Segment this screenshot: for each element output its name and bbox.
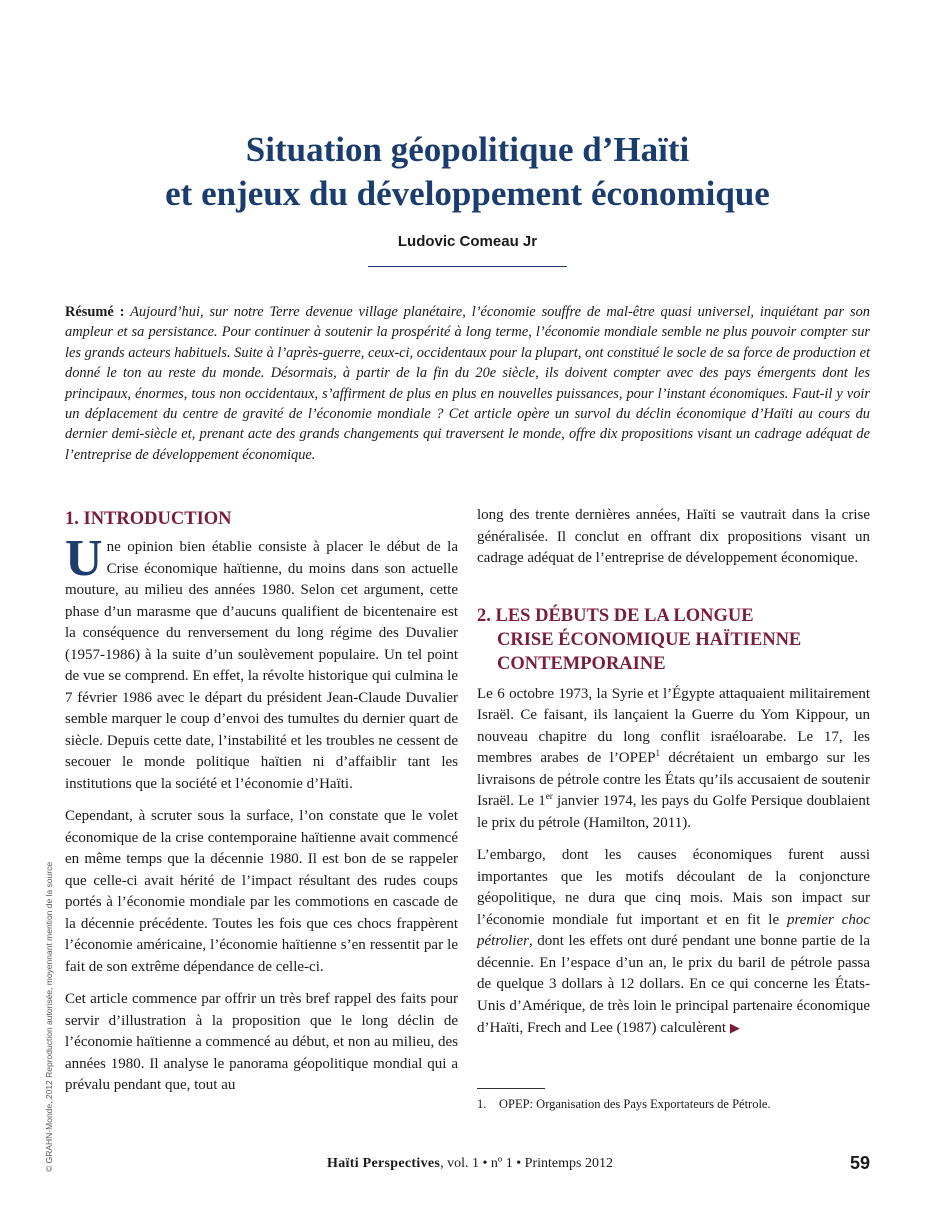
article-title — [60, 128, 875, 216]
title-line-2: et enjeux du développement économique — [165, 174, 770, 213]
footnote-number: 1. — [477, 1097, 487, 1111]
section-2-p2-part-a: L’embargo, dont les causes économiques furent aussi importantes que les motifs découlant de la conjoncture géopolitique, ne dura que cinq mois. Mais son impact sur l’économie mondiale fut important et en fit le — [477, 847, 870, 928]
abstract-label: Résumé : — [65, 304, 125, 320]
footnote — [477, 1096, 870, 1112]
section-2-paragraph-1 — [477, 684, 870, 835]
page-number: 59 — [849, 1153, 870, 1173]
section-2-p1-part-c: janvier 1974, les pays du Golfe Persique doublaient le prix du pétrole (Hamilton, 2011). — [477, 793, 870, 831]
section-2-heading-line-1: 2. LES DÉBUTS DE LA LONGUE — [477, 605, 754, 626]
section-1-paragraph-3-continued: long des trente dernières années, Haïti se vautrait dans la crise généralisée. Il conclut en offrant dix propositions visant un cadrage adéquat de l’entreprise de développement économique. — [477, 507, 870, 566]
section-1-paragraph-1-text: ne opinion bien établie consiste à placer le début de la Crise économique haïtienne, du moins dans son actuelle mouture, au milieu des années 1980. Selon cet argument, cette phase d’un marasme que d’aucuns qualifient de bicentenaire est la conséquence du renversement du long régime des Duvalier (1957-1986) à la suite d’un soulèvement populaire. Un tel point de vue se comprend. En effet, la révolte historique qui culmina le 7 février 1986 avec le départ du président Jean-Claude Duvalier semble marquer le coup d’envoi des tumultes du dernier quart de siècle. Depuis cette date, l’instabilité et les troubles ne cessent de secouer le monde politique haïtien ni d’affaiblir tant les institutions que la société et l’économie d’Haïti. — [65, 539, 458, 792]
abstract — [65, 302, 870, 465]
footnote-text: OPEP: Organisation des Pays Exportateurs de Pétrole. — [499, 1097, 771, 1111]
continue-arrow-icon: ▶ — [729, 1020, 740, 1035]
author-name: Ludovic Comeau Jr — [397, 233, 538, 250]
section-2-p1-part-a: Le 6 octobre 1973, la Syrie et l’Égypte attaquaient militairement Israël. Ce faisant, ils lançaient la Guerre du Yom Kippour, un nouveau chapitre du long conflit israéloarabe. Le 17, les membres arabes de l’OPEP — [477, 685, 870, 766]
footer-journal-info — [260, 1156, 680, 1172]
section-1-heading: 1. INTRODUCTION — [65, 509, 232, 529]
section-2-p2-part-b: , dont les effets ont duré pendant une bonne partie de la décennie. En l’espace d’un an, le prix du baril de pétrole passa de quelque 3 dollars à 12 dollars. En ce qui concerne les États-Unis d’Amérique, de très loin le principal partenaire économique d’Haïti, Frech and Lee (1987) calculèrent — [477, 933, 870, 1036]
title-line-1: Situation géopolitique d’Haïti — [245, 130, 690, 169]
superscript-er: er — [545, 791, 553, 801]
drop-cap: U — [65, 530, 103, 587]
section-1-paragraph-3: Cet article commence par offrir un très bref rappel des faits pour servir d’illustration à la proposition que le long déclin de l’économie haïtienne a commencé au début, et non au milieu, des années 1980. Il analyse le panorama géopolitique mondial qui a prévalu pendant que, tout au — [65, 991, 458, 1093]
journal-name: Haïti Perspectives — [327, 1156, 441, 1171]
journal-details: , vol. 1 • nº 1 • Printemps 2012 — [440, 1156, 613, 1171]
footnote-divider — [477, 1088, 545, 1089]
abstract-text: Aujourd’hui, sur notre Terre devenue village planétaire, l’économie souffre de mal-être quasi universel, inquiétant par son ampleur et sa persistance. Pour continuer à soutenir la prospérité à long terme, l’économie mondiale semble ne plus pouvoir compter sur les grands acteurs habituels. Suite à l’après-guerre, ceux-ci, occidentaux pour la plupart, ont constitué le socle de sa force de production et donné le ton au reste du monde. Désormais, à partir de la fin du 20e siècle, ils doivent compter avec des pays émergents dont les principaux, énormes, tous non occidentaux, s’affirment de plus en plus en nouvelles puissances, pour l’instant économiques. Faut-il y voir un déplacement du centre de gravité de l’économie mondiale ? Cet article opère un survol du déclin économique d’Haïti au cours du dernier demi-siècle et, prenant acte des grands changements qui traversent le monde, offre dix propositions visant un cadrage adéquat de l’entreprise de développement économique. — [65, 304, 871, 463]
footnote-ref-1: 1 — [655, 748, 660, 758]
section-2-p2-emphasis: premier choc pétrolier — [477, 911, 871, 949]
section-2-heading — [477, 604, 870, 676]
section-1-paragraph-1 — [65, 530, 458, 795]
section-1-paragraph-2: Cependant, à scruter sous la surface, l’on constate que le volet économique de la crise contemporaine haïtienne avait commencé en même temps que la décennie 1980. Il est bon de se rappeler que celle-ci avait hérité de l’impact résultant des rudes coups portés à l’économie mondiale par les commotions en cascade de la décennie précédente. Toutes les fois que ces chocs frappèrent l’économie américaine, l’économie haïtienne s’en ressentit par le fait de son extrême dépendance de celle-ci. — [65, 808, 458, 975]
section-2-p1-part-b: décrétaient un embargo sur les livraisons de pétrole contre les États qu’ils accusaient de soutenir Israël. Le 1 — [477, 750, 870, 809]
right-column — [477, 505, 870, 1051]
section-2-paragraph-2 — [477, 845, 870, 1040]
left-column — [65, 505, 458, 1108]
author-divider — [368, 266, 567, 267]
section-2-heading-line-3: CONTEMPORAINE — [497, 653, 666, 674]
section-2-heading-line-2: CRISE ÉCONOMIQUE HAÏTIENNE — [497, 629, 802, 650]
side-copyright-notice: © GRAHN-Monde, 2012 Reproduction autorisée, moyennant mention de la source — [44, 861, 54, 1172]
